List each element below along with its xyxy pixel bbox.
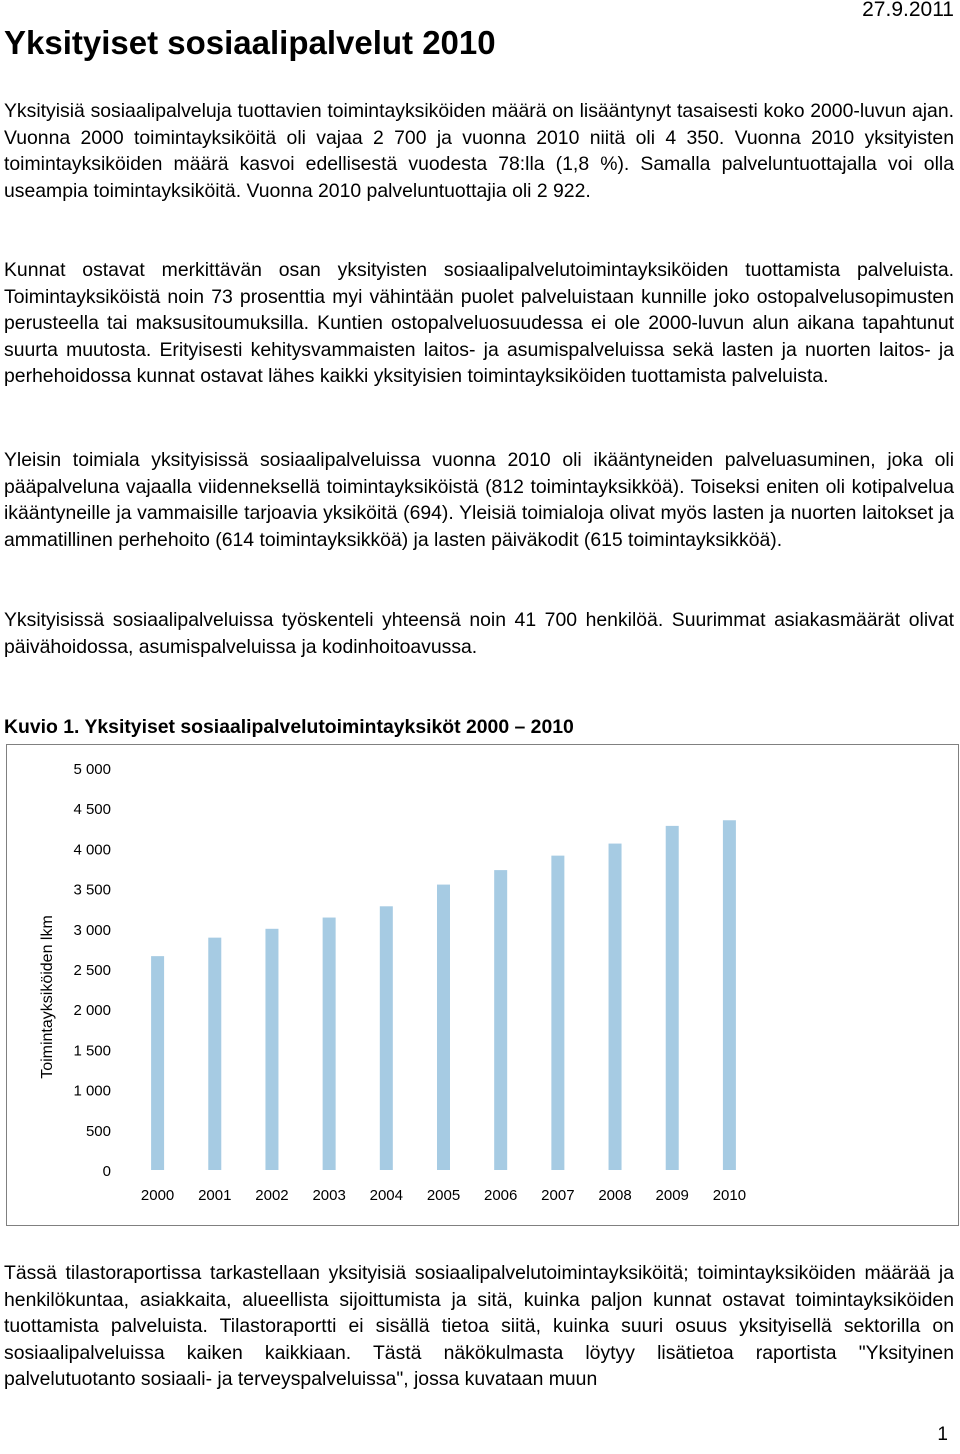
x-tick-label: 2008 [598,1187,632,1204]
x-tick-label: 2004 [369,1187,404,1204]
x-tick-label: 2007 [541,1187,575,1204]
y-tick-label: 3 500 [73,881,111,899]
report-date: 27.9.2011 [862,0,954,21]
bar-2000 [151,956,164,1170]
x-tick-label: 2000 [140,1187,175,1204]
paragraph-service-sectors: Yleisin toimiala yksityisissä sosiaalipalveluissa vuonna 2010 oli ikääntyneiden palveluasuminen, joka oli pääpalveluna vajaalla viidenneksellä toimintayksiköistä (812 toimintayksikköä). Toiseksi eniten oli kotipalvelua ikääntyneille ja vammaisille tarjoavia yksiköitä (694). Yleisiä toimialoja olivat myös lasten ja nuorten laitokset ja ammatillinen perhehoito (614 toimintayksikköä) ja lasten päiväkodit (615 toimintayksikköä). [4,449,954,551]
x-tick-label: 2001 [198,1187,232,1204]
y-axis-label: Toimintayksiköiden lkm [39,915,56,1079]
bar-2001 [208,938,221,1170]
bar-2005 [437,885,450,1170]
paragraph-personnel: Yksityisissä sosiaalipalveluissa työskenteli yhteensä noin 41 700 henkilöä. Suurimmat asiakasmäärät olivat päivähoidossa, asumispalveluissa ja kodinhoitoavussa. [4,609,954,658]
bar-2003 [323,918,336,1170]
chart-frame [7,745,959,1226]
page-title: Yksityiset sosiaalipalvelut 2010 [4,24,496,61]
x-tick-label: 2005 [426,1187,461,1204]
bar-2009 [666,826,679,1170]
paragraph-municipal-purchases: Kunnat ostavat merkittävän osan yksityisten sosiaalipalvelutoimintayksiköiden tuottamista palveluista. Toimintayksiköistä noin 73 prosenttia myi vähintään puolet palveluistaan kunnille joko ostopalvelusopimusten perusteella tai maksusitoumuksilla. Kuntien ostopalveluosuudessa ei ole 2000-luvun alun aikana tapahtunut suurta muutosta. Erityisesti kehitysvammaisten laitos- ja asumispalveluissa sekä lasten ja nuorten laitos- ja perhehoidossa kunnat ostavat lähes kaikki yksityisien toimintayksiköiden tuottamista palveluista. [4,259,954,387]
y-tick-label: 3 000 [73,921,111,939]
y-tick-label: 5 000 [73,761,111,778]
bar-2004 [380,906,393,1170]
y-tick-label: 2 500 [73,962,111,979]
page-number: 1 [937,1424,948,1445]
y-tick-label: 1 500 [73,1042,111,1060]
x-tick-label: 2003 [312,1187,346,1204]
x-tick-label: 2006 [483,1187,518,1204]
y-tick-label: 4 000 [73,841,111,859]
y-tick-label: 4 500 [73,801,111,819]
y-tick-label: 500 [85,1122,111,1140]
y-tick-label: 1 000 [73,1082,111,1100]
y-tick-label: 2 000 [73,1002,111,1020]
paragraph-units-growth: Yksityisiä sosiaalipalveluja tuottavien toimintayksiköiden määrä on lisääntynyt tasaisesti koko 2000-luvun ajan. Vuonna 2000 toimintayksiköitä oli vajaa 2 700 ja vuonna 2010 niitä oli 4 350. Vuonna 2010 yksityisten toimintayksiköiden määrä kasvoi edellisestä vuodesta 78:lla (1,8 %). Samalla palveluntuottajalla voi olla useampia toimintayksiköitä. Vuonna 2010 palveluntuottajia oli 2 922. [4,100,954,202]
bar-2006 [494,870,507,1170]
bar-2007 [551,856,564,1170]
units-bar-chart [6,744,959,1226]
bar-2002 [265,929,278,1170]
figure-caption: Kuvio 1. Yksityiset sosiaalipalvelutoimintayksiköt 2000 – 2010 [4,716,574,738]
bar-2008 [609,844,622,1170]
y-tick-label: 0 [102,1163,111,1180]
bar-2010 [723,820,736,1170]
x-tick-label: 2002 [255,1187,289,1204]
x-tick-label: 2010 [712,1187,747,1204]
x-tick-label: 2009 [655,1187,689,1204]
paragraph-report-scope: Tässä tilastoraportissa tarkastellaan yksityisiä sosiaalipalvelutoimintayksiköitä; toimintayksiköiden määrää ja henkilökuntaa, asiakkaita, alueellista sijoittumista ja sitä, kuinka paljon kunnat ostavat toimintayksiköiden tuottamista palveluista. Tilastoraportti ei sisällä tietoa siitä, kuinka suuri osuus yksityisellä sektorilla on sosiaalipalveluissa kaiken kaikkiaan. Tästä näkökulmasta löytyy lisätietoa raportista "Yksityinen palvelutuotanto sosiaali- ja terveyspalveluissa", jossa kuvataan muun [4,1262,954,1390]
